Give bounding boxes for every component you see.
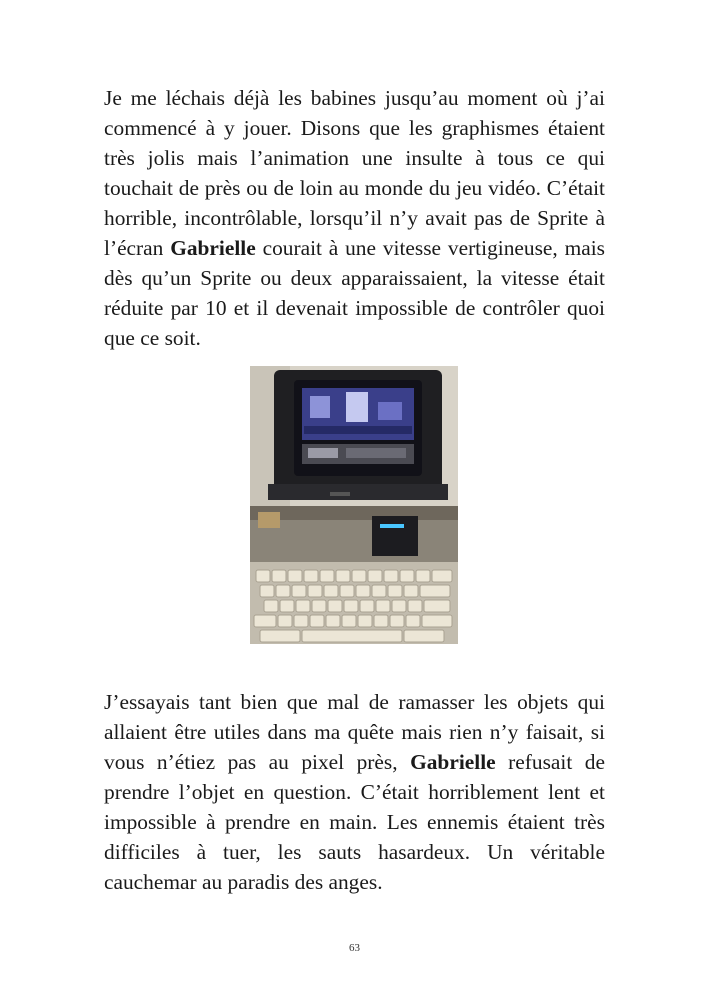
paragraph-1-text-a: Je me léchais déjà les babines jusqu’au moment où j’ai commencé à y jouer. Disons que les graphismes étaient très jolis mais l’animation une insulte à tous ce qui touchait de près ou de loin au monde du jeu vidéo. C’était horrible, incontrôlable, lorsqu’il n’y avait pas de Sprite à l’écran [104, 86, 605, 260]
paragraph-1-bold-name: Gabrielle [170, 236, 256, 260]
paragraph-1-text-b: courait à une vitesse vertigineuse, mais dès qu’un Sprite ou deux apparaissaient, la vitesse était réduite par 10 et il devenait impossible de contrôler quoi que ce soit. [104, 236, 605, 350]
paragraph-2-text-a: J’essayais tant bien que mal de ramasser les objets qui allaient être utiles dans ma quête mais rien n’y faisait, si vous n’étiez pas au pixel près, [104, 690, 605, 774]
retro-computer-photo [250, 366, 458, 644]
page-number: 63 [349, 942, 360, 954]
paragraph-2-bold-name: Gabrielle [410, 750, 496, 774]
paragraph-1 [104, 83, 605, 353]
paragraph-2-text-b: refusait de prendre l’objet en question. C’était horriblement lent et impossible à prendre en main. Les ennemis étaient très difficiles à tuer, les sauts hasardeux. Un véritable cauchemar au paradis des anges. [104, 750, 605, 894]
paragraph-2 [104, 687, 605, 897]
